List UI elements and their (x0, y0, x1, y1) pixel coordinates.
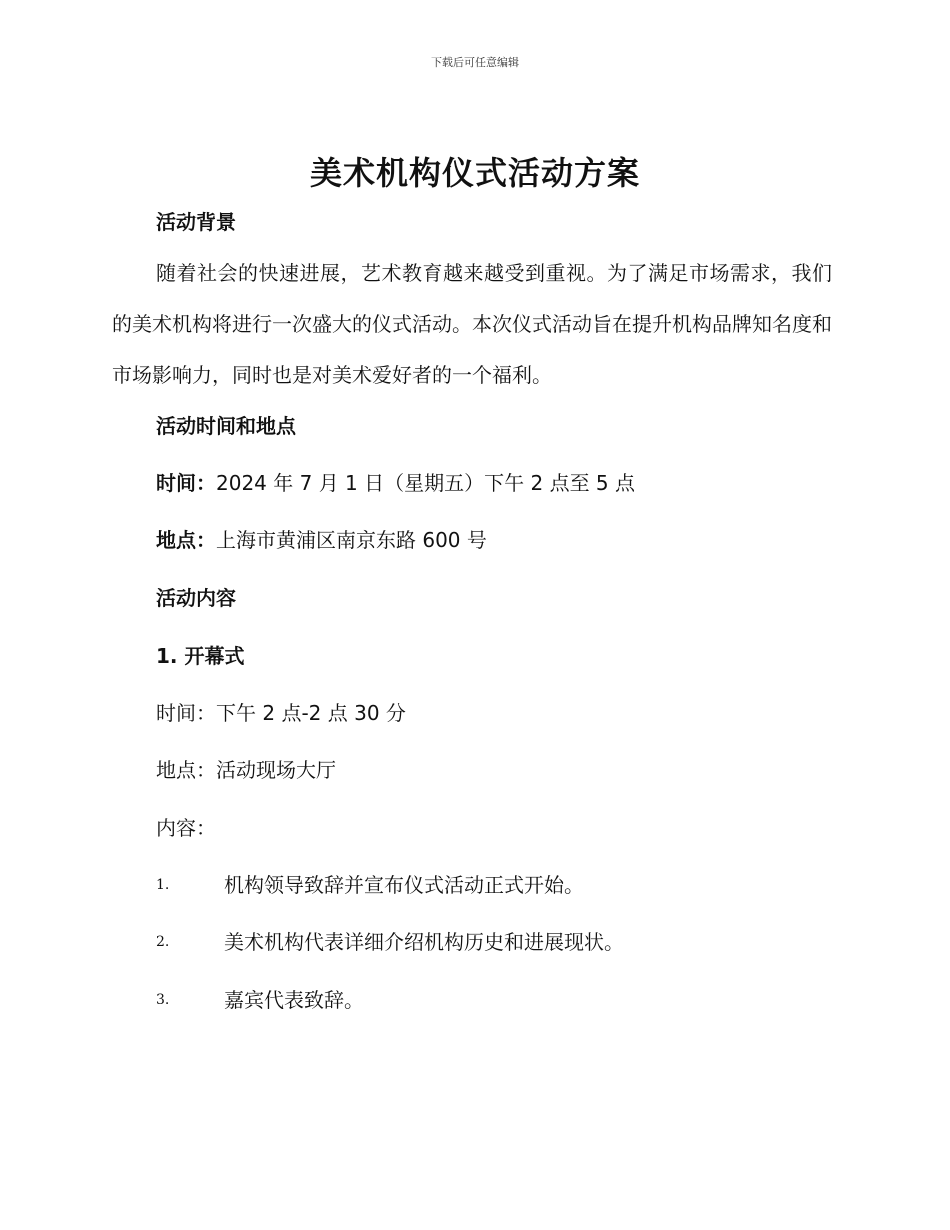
opening-time: 时间：下午 2 点-2 点 30 分 (156, 701, 406, 725)
list-item-number: 3. (156, 992, 170, 1008)
list-item-number: 1. (156, 877, 170, 893)
subsection-heading-opening: 1. 开幕式 (156, 644, 245, 668)
time-label: 时间： (156, 471, 216, 495)
section-heading-time-place: 活动时间和地点 (156, 414, 296, 438)
section-heading-background: 活动背景 (156, 210, 236, 234)
time-row (156, 468, 635, 498)
list-item-text: 机构领导致辞并宣布仪式活动正式开始。 (224, 873, 584, 897)
document-title: 美术机构仪式活动方案 (309, 154, 640, 192)
opening-content-label: 内容： (156, 816, 216, 840)
section-heading-content: 活动内容 (156, 586, 236, 610)
opening-place: 地点：活动现场大厅 (156, 758, 336, 782)
list-item-number: 2. (156, 934, 170, 950)
place-label: 地点： (156, 528, 216, 552)
list-item-text: 美术机构代表详细介绍机构历史和进展现状。 (224, 930, 624, 954)
background-paragraph: 随着社会的快速进展，艺术教育越来越受到重视。为了满足市场需求，我们的美术机构将进行一次盛大的仪式活动。本次仪式活动旨在提升机构品牌知名度和市场影响力，同时也是对美术爱好者的一个福利。 (112, 261, 832, 387)
list-item-text: 嘉宾代表致辞。 (224, 988, 364, 1012)
page-header-note: 下载后可任意编辑 (431, 56, 519, 69)
place-value: 上海市黄浦区南京东路 600 号 (216, 528, 487, 552)
time-value: 2024 年 7 月 1 日（星期五）下午 2 点至 5 点 (216, 471, 636, 495)
place-row (156, 525, 487, 555)
